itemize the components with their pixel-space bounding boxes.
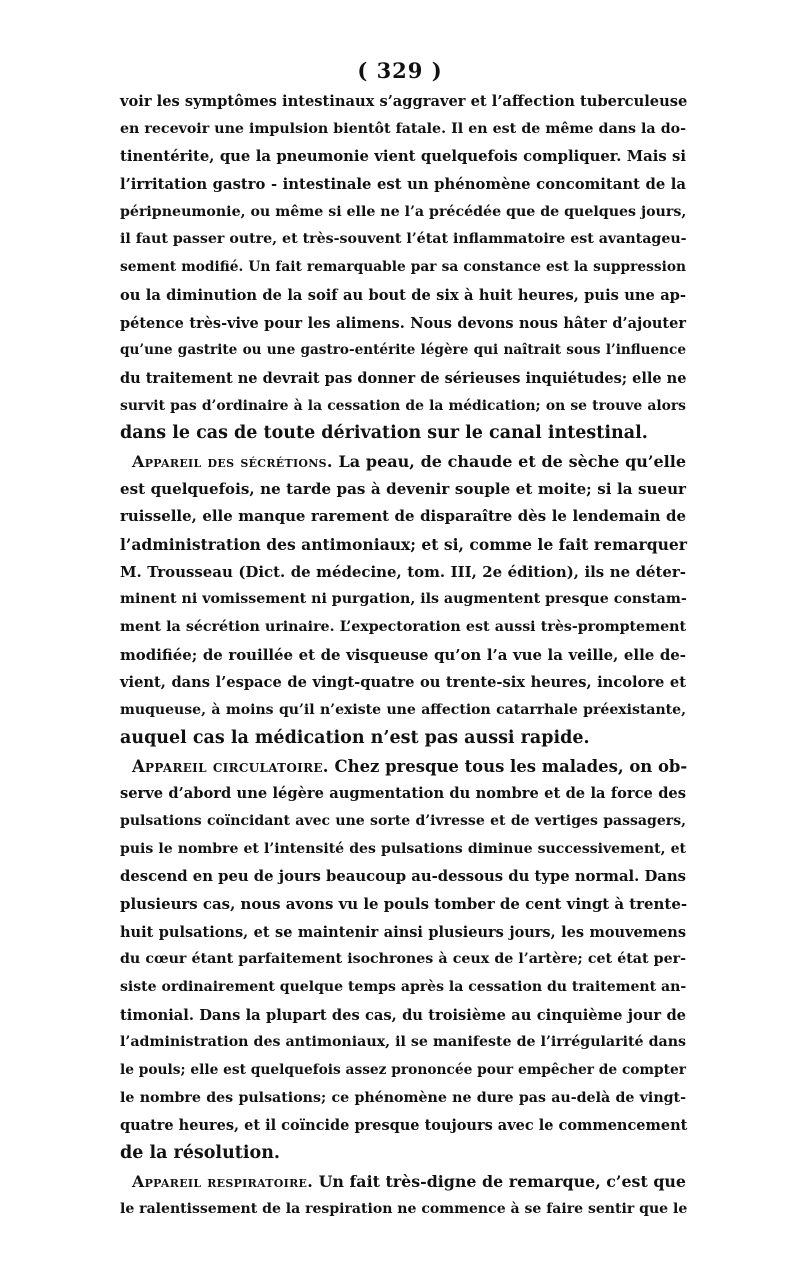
text-line: [120, 116, 686, 144]
text-line: [120, 531, 686, 559]
text-line: [120, 614, 686, 642]
line-text: plusieurs cas, nous avons vu le pouls tomber de cent vingt à trente-: [120, 894, 688, 913]
line-text: du cœur étant parfaitement isochrones à ceux de l’artère; cet état per-: [120, 951, 686, 968]
text-line: [120, 1196, 686, 1224]
line-text: le pouls; elle est quelquefois assez prononcée pour empêcher de compter: [120, 1062, 686, 1079]
text-line: [120, 226, 686, 254]
line-text: en recevoir une impulsion bientôt fatale. Il en est de même dans la do-: [120, 120, 686, 137]
line-text: qu’une gastrite ou une gastro-entérite légère qui naîtrait sous l’influence: [120, 342, 686, 359]
text-line: [120, 476, 686, 504]
text-line: [120, 199, 686, 227]
line-text: du traitement ne devrait pas donner de sérieuses inquiétudes; elle ne: [120, 369, 687, 387]
section-heading: Appareil des sécrétions.: [132, 451, 333, 471]
text-line: [120, 974, 686, 1002]
text-line: [120, 1085, 686, 1113]
line-text: serve d’abord une légère augmentation du nombre et de la force des: [120, 785, 686, 803]
line-text: ruisselle, elle manque rarement de disparaître dès le lendemain de: [120, 507, 686, 526]
line-text: ou la diminution de la soif au bout de six à huit heures, puis une ap-: [120, 286, 686, 304]
page-number: ( 329 ): [357, 58, 443, 83]
text-line: [120, 891, 686, 919]
text-line: [120, 725, 686, 753]
text-line: [120, 559, 686, 587]
line-text: M. Trousseau (Dict. de médecine, tom. III, 2e édition), ils ne déter-: [120, 562, 686, 581]
text-line: [120, 365, 686, 393]
text-line: [120, 143, 686, 171]
line-text: siste ordinairement quelque temps après la cessation du traitement an-: [120, 979, 687, 995]
line-text: l’irritation gastro - intestinale est un phénomène concomitant de la: [120, 176, 686, 194]
line-text: pulsations coïncidant avec une sorte d’ivresse et de vertiges passagers,: [120, 812, 686, 829]
text-line: [120, 503, 686, 531]
text-line: [120, 393, 686, 421]
line-text: l’administration des antimoniaux; et si, comme le fait remarquer: [120, 535, 687, 554]
text-line: [120, 836, 686, 864]
section-heading-line: [120, 753, 686, 781]
line-text: descend en peu de jours beaucoup au-dessous du type normal. Dans: [120, 868, 686, 886]
section-heading-line: [120, 1168, 686, 1196]
text-line: [120, 780, 686, 808]
text-line: [120, 697, 686, 725]
body-text: [120, 88, 686, 1223]
text-line: [120, 310, 686, 338]
line-text: de la résolution.: [120, 1143, 281, 1164]
line-text: auquel cas la médication n’est pas aussi rapide.: [120, 727, 590, 748]
text-line: [120, 1112, 686, 1140]
line-text: péripneumonie, ou même si elle ne l’a précédée que de quelques jours,: [120, 203, 687, 220]
text-line: [120, 254, 686, 282]
text-line: [120, 1140, 686, 1168]
line-text: survit pas d’ordinaire à la cessation de la médication; on se trouve alors: [120, 397, 686, 414]
text-line: [120, 642, 686, 670]
line-text: puis le nombre et l’intensité des pulsations diminue successivement, et: [120, 840, 686, 857]
line-text: est quelquefois, ne tarde pas à devenir souple et moite; si la sueur: [120, 479, 686, 498]
text-line: [120, 171, 686, 199]
text-line: [120, 282, 686, 310]
text-line: [120, 946, 686, 974]
text-line: [120, 1057, 686, 1085]
text-line: [120, 863, 686, 891]
line-text: quatre heures, et il coïncide presque toujours avec le commencement: [120, 1117, 688, 1135]
text-line: [120, 337, 686, 365]
line-text: sement modifié. Un fait remarquable par sa constance est la suppression: [120, 259, 686, 276]
line-text: timonial. Dans la plupart des cas, du troisième au cinquième jour de: [120, 1006, 686, 1024]
line-text: il faut passer outre, et très-souvent l’état inflammatoire est avantageu-: [120, 231, 687, 248]
line-text: minent ni vomissement ni purgation, ils augmentent presque constam-: [120, 591, 687, 608]
text-line: [120, 586, 686, 614]
line-text: ment la sécrétion urinaire. L’expectoration est aussi très-promptement: [120, 619, 686, 636]
text-line: [120, 1002, 686, 1030]
line-text: dans le cas de toute dérivation sur le canal intestinal.: [120, 423, 648, 444]
text-line: [120, 919, 686, 947]
line-text: pétence très-vive pour les alimens. Nous devons nous hâter d’ajouter: [120, 314, 686, 332]
section-heading-line: [120, 448, 686, 476]
section-heading: Appareil circulatoire.: [132, 756, 329, 776]
text-line: [120, 669, 686, 697]
line-text: tinentérite, que la pneumonie vient quelquefois compliquer. Mais si: [120, 148, 686, 166]
section-heading: Appareil respiratoire.: [132, 1171, 314, 1191]
line-text: Chez presque tous les malades, on ob-: [328, 756, 688, 776]
line-text: Un fait très-digne de remarque, c’est que: [313, 1171, 686, 1191]
text-line: [120, 420, 686, 448]
line-text: La peau, de chaude et de sèche qu’elle: [332, 451, 687, 471]
line-text: l’administration des antimoniaux, il se manifeste de l’irrégularité dans: [120, 1034, 686, 1051]
text-line: [120, 808, 686, 836]
line-text: modifiée; de rouillée et de visqueuse qu’on l’a vue la veille, elle de-: [120, 645, 686, 664]
line-text: le nombre des pulsations; ce phénomène ne dure pas au-delà de vingt-: [120, 1089, 686, 1106]
line-text: le ralentissement de la respiration ne commence à se faire sentir que le: [120, 1200, 688, 1217]
line-text: huit pulsations, et se maintenir ainsi plusieurs jours, les mouvemens: [120, 923, 686, 941]
line-text: muqueuse, à moins qu’il n’existe une affection catarrhale préexistante,: [120, 702, 686, 719]
text-line: [120, 1029, 686, 1057]
line-text: voir les symptômes intestinaux s’aggraver et l’affection tuberculeuse: [120, 93, 688, 110]
line-text: vient, dans l’espace de vingt-quatre ou trente-six heures, incolore et: [120, 674, 686, 692]
text-line: [120, 88, 686, 116]
